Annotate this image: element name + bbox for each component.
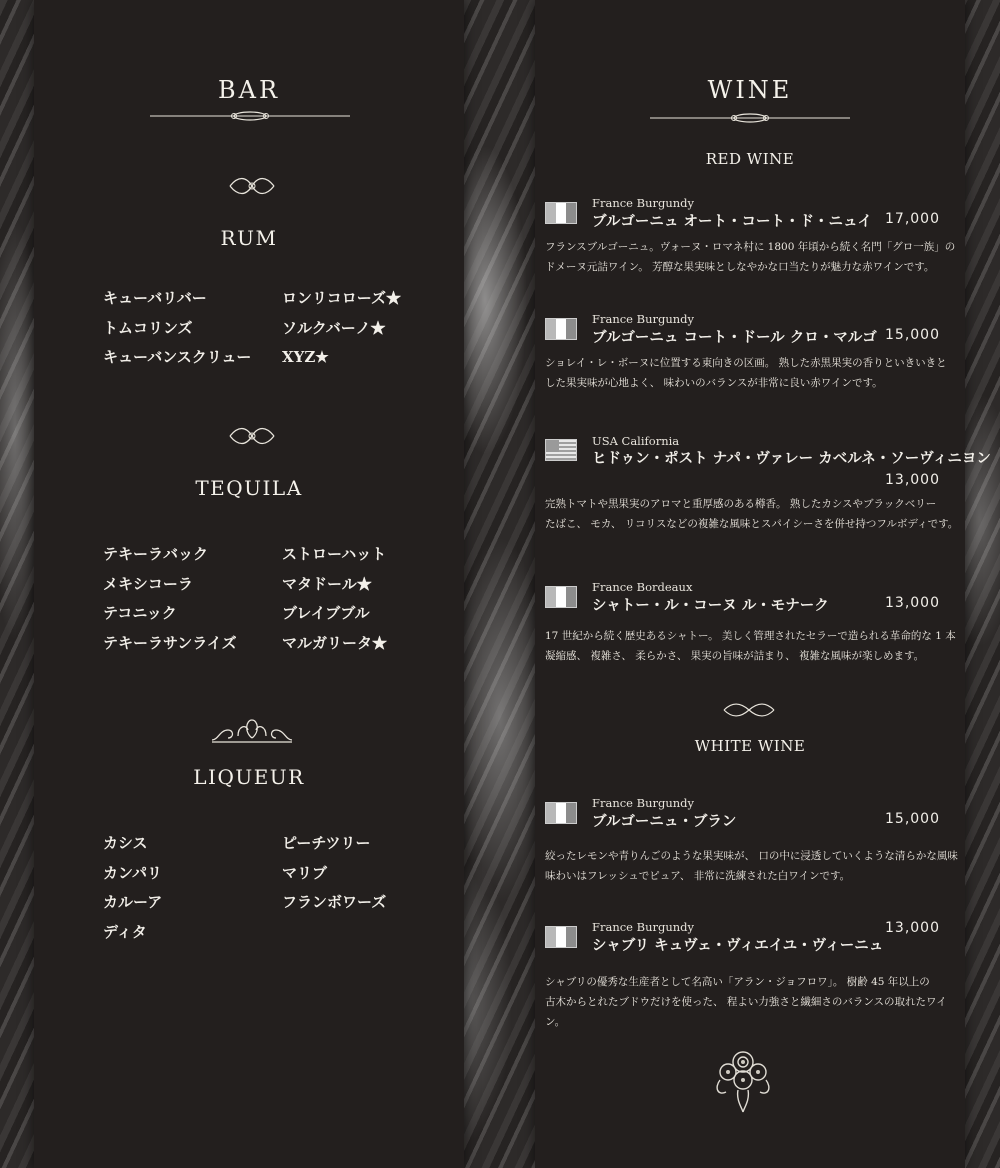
wine-region: France Burgundy bbox=[592, 312, 695, 326]
menu-item: キューバンスクリュー bbox=[103, 348, 252, 366]
description-line: ドメーヌ元詰ワイン。 芳醇な果実味としなやかな口当たりが魅力な赤ワインです。 bbox=[545, 261, 935, 273]
description-line: フランスブルゴーニュ。ヴォーヌ・ロマネ村に 1800 年頃から続く名門「グロ一族」の bbox=[545, 241, 956, 253]
wine-item bbox=[545, 434, 991, 534]
bar-title: BAR bbox=[217, 76, 281, 104]
menu-item: ストローハット bbox=[282, 545, 387, 563]
description-line: たばこ、 モカ、 リコリスなどの複雑な風味とスパイシーさを併せ持つフルボディです。 bbox=[545, 518, 959, 530]
menu-item: ディタ bbox=[103, 922, 147, 941]
description-line: 絞ったレモンや青りんごのような果実味が、 口の中に浸透していくような清らかな風味 bbox=[545, 850, 958, 862]
wine-region: France Burgundy bbox=[592, 796, 695, 810]
france-flag-icon bbox=[545, 802, 577, 824]
wine-region: France Bordeaux bbox=[592, 580, 693, 594]
menu-item: ブレイブブル bbox=[282, 604, 370, 622]
wine-price: 13,000 bbox=[885, 920, 940, 936]
description-line: 凝縮感、 複雑さ、 柔らかさ、 果実の旨味が詰まり、 複雑な風味が楽しめます。 bbox=[545, 650, 925, 662]
tequila-title: TEQUILA bbox=[195, 476, 303, 500]
wine-name: シャブリ キュヴェ・ヴィエイユ・ヴィーニュ bbox=[592, 937, 884, 954]
description-line: 完熟トマトや黒果実のアロマと重厚感のある樽香。 熟したカシスやブラックベリー bbox=[545, 498, 937, 510]
menu-item: ソルクバーノ★ bbox=[282, 318, 386, 337]
wine-price: 15,000 bbox=[885, 327, 940, 343]
wine-region: USA California bbox=[592, 434, 680, 448]
menu-item: テコニック bbox=[103, 604, 177, 622]
scroll-flourish-icon bbox=[228, 174, 276, 198]
divider-ornament-icon bbox=[650, 112, 850, 124]
wine-name: シャトー・ル・コーヌ ル・モナーク bbox=[592, 597, 829, 614]
liqueur-title: LIQUEUR bbox=[193, 765, 305, 789]
white-wine-title: WHITE WINE bbox=[694, 737, 806, 755]
menu-item: XYZ★ bbox=[282, 348, 329, 366]
wine-name: ヒドゥン・ポスト ナパ・ヴァレー カベルネ・ソーヴィニヨン bbox=[592, 450, 991, 467]
description-line: 味わいはフレッシュでピュア、 非常に洗練された白ワインです。 bbox=[545, 870, 851, 882]
wine-item bbox=[545, 796, 965, 886]
red-wine-title: RED WINE bbox=[705, 150, 795, 168]
description-line: シャブリの優秀な生産者として名高い「アラン・ジョフロワ」。 樹齢 45 年以上の bbox=[545, 976, 930, 988]
menu-item: テキーラサンライズ bbox=[103, 633, 237, 652]
rum-list-left bbox=[103, 284, 251, 373]
rum-title: RUM bbox=[220, 226, 278, 250]
france-flag-icon bbox=[545, 318, 577, 340]
tequila-list-left bbox=[103, 540, 237, 658]
menu-item: カンパリ bbox=[103, 863, 162, 882]
divider-ornament-icon bbox=[150, 110, 350, 122]
wine-region: France Burgundy bbox=[592, 196, 695, 210]
wine-item bbox=[545, 196, 965, 286]
france-flag-icon bbox=[545, 202, 577, 224]
wine-description bbox=[545, 846, 965, 886]
rum-list-right bbox=[282, 284, 401, 373]
menu-item: メキシコーラ bbox=[103, 574, 193, 593]
wine-description bbox=[545, 353, 965, 393]
liqueur-list-right bbox=[282, 829, 386, 918]
wine-price: 15,000 bbox=[885, 811, 940, 827]
wine-region: France Burgundy bbox=[592, 920, 695, 934]
wine-title: WINE bbox=[707, 76, 793, 104]
scroll-flourish-icon bbox=[228, 424, 276, 448]
wine-price: 13,000 bbox=[885, 595, 940, 611]
description-line: ショレイ・レ・ボーヌに位置する東向きの区画。 熟した赤黒果実の香りといきいきと bbox=[545, 357, 947, 369]
menu-item: マタドール★ bbox=[282, 574, 372, 593]
liqueur-list-left bbox=[103, 829, 162, 947]
tequila-list-right bbox=[282, 540, 387, 658]
menu-item: ロンリコローズ★ bbox=[282, 289, 401, 307]
wine-name: ブルゴーニュ コート・ドール クロ・マルゴ bbox=[592, 329, 877, 346]
wine-description bbox=[545, 626, 965, 666]
wine-item bbox=[545, 312, 965, 402]
wine-name: ブルゴーニュ・ブラン bbox=[592, 813, 737, 830]
menu-item: マルガリータ★ bbox=[282, 633, 388, 652]
usa-flag-icon bbox=[545, 439, 577, 461]
wine-price: 17,000 bbox=[885, 211, 940, 227]
menu-item: トムコリンズ bbox=[103, 318, 193, 337]
menu-item: マリブ bbox=[282, 863, 328, 882]
wine-description bbox=[545, 972, 965, 1032]
menu-item: テキーラバック bbox=[103, 545, 209, 563]
wine-name: ブルゴーニュ オート・コート・ド・ニュイ bbox=[592, 213, 872, 230]
wine-description bbox=[545, 237, 965, 277]
wine-item bbox=[545, 580, 965, 670]
description-line: 17 世紀から続く歴史あるシャトー。 美しく管理されたセラーで造られる革命的な 1 本 bbox=[545, 630, 956, 642]
france-flag-icon bbox=[545, 926, 577, 948]
scroll-flourish-icon bbox=[722, 700, 776, 720]
menu-item: カルーア bbox=[103, 893, 163, 911]
scroll-flourish-icon bbox=[208, 716, 296, 746]
france-flag-icon bbox=[545, 586, 577, 608]
floral-emblem-icon bbox=[708, 1040, 778, 1115]
menu-item: カシス bbox=[103, 834, 148, 852]
description-line: した果実味が心地よく、 味わいのバランスが非常に良い赤ワインです。 bbox=[545, 377, 883, 389]
menu-item: フランボワーズ bbox=[282, 893, 387, 911]
menu-item: ピーチツリー bbox=[282, 834, 371, 852]
menu-item: キューバリバー bbox=[103, 289, 207, 307]
description-line: 古木からとれたブドウだけを使った、 程よい力強さと繊細さのバランスの取れたワイン。 bbox=[545, 996, 947, 1028]
wine-item bbox=[545, 920, 965, 1028]
wine-description bbox=[545, 494, 965, 534]
wine-price: 13,000 bbox=[885, 472, 940, 488]
